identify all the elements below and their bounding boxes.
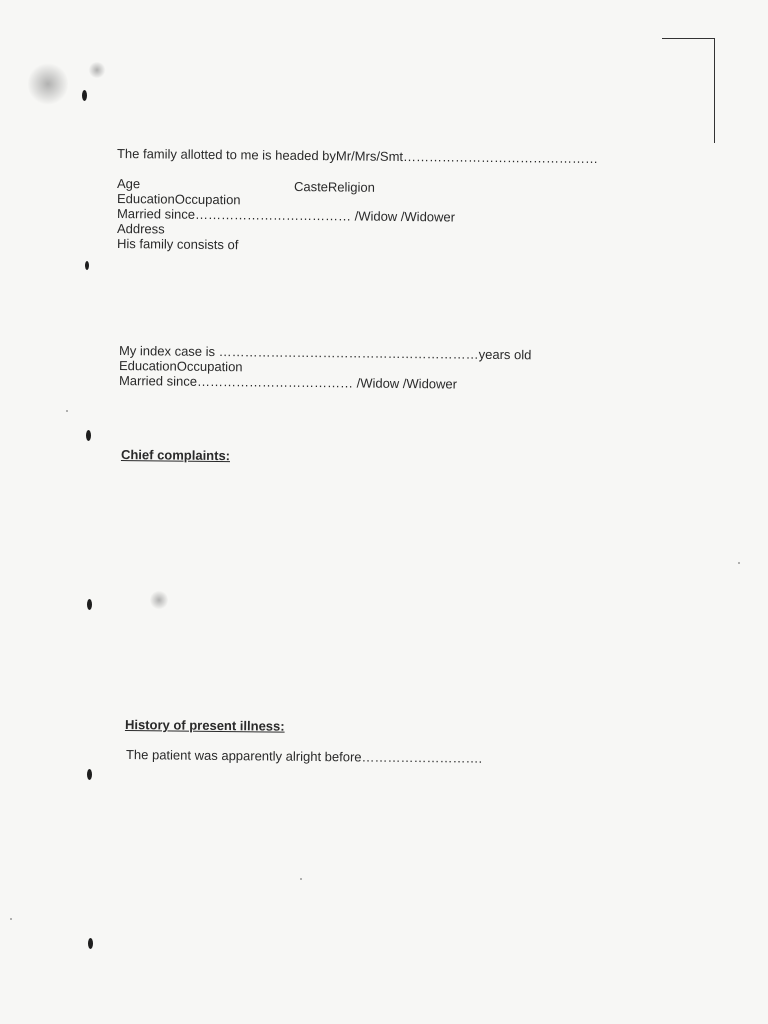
ink-smudge [150,590,168,610]
scan-speck [10,918,12,920]
family-head-line: The family allotted to me is headed byMr/Mrs/Smt……………………………………… [116,146,599,167]
chief-complaints-heading: Chief complaints: [120,447,231,464]
corner-crop-mark [662,38,715,143]
address-label: Address [116,221,165,237]
ink-smudge [88,62,106,78]
scan-speck [300,878,302,880]
punch-hole [82,90,87,101]
age-label: Age [116,176,141,192]
punch-hole [87,769,92,780]
apparently-alright-line: The patient was apparently alright before………………………. [125,747,483,766]
punch-hole [88,938,93,949]
married-since-line: Married since……………………………… /Widow /Widower [116,206,456,225]
scan-speck [66,410,68,412]
education-occupation-label: EducationOccupation [118,358,243,375]
punch-hole [87,599,92,610]
scan-speck [738,562,740,564]
punch-hole [85,261,89,270]
caste-religion-label: CasteReligion [293,179,376,195]
education-occupation-label: EducationOccupation [116,191,241,208]
married-since-line: Married since……………………………… /Widow /Widower [118,373,458,392]
punch-hole [86,430,91,441]
family-consists-label: His family consists of [116,236,239,253]
history-present-illness-heading: History of present illness: [124,717,285,734]
ink-smudge [28,62,68,106]
index-case-line: My index case is ……………………………………………………years old [118,343,532,363]
